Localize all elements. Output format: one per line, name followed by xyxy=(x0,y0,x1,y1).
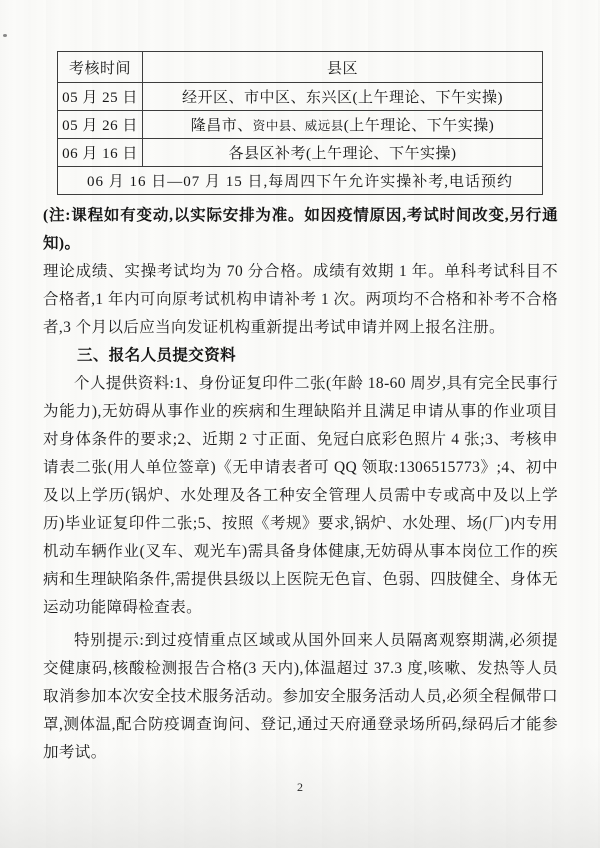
scan-artifact-dot xyxy=(3,34,7,37)
header-district: 县区 xyxy=(143,52,543,83)
exam-date: 05 月 25 日 xyxy=(58,83,143,111)
exam-schedule-table xyxy=(57,51,543,195)
table-header-row xyxy=(58,52,543,83)
passing-rules-paragraph: 理论成绩、实操考试均为 70 分合格。成绩有效期 1 年。单科考试科目不合格者,1 年内可向原考试机构申请补考 1 次。两项均不合格和补考不合格者,3 个月以后应当向发证机构重新提出考试申请并网上报名注册。 xyxy=(43,263,558,336)
section-heading-materials: 三、报名人员提交资料 xyxy=(77,347,237,364)
materials-paragraph: 个人提供资料:1、身份证复印件二张(年龄 18-60 周岁,具有完全民事行为能力),无妨碍从事作业的疾病和生理缺陷并且满足申请从事的作业项目对身体条件的要求;2、近期 2 寸正面、免冠白底彩色照片 4 张;3、考核申请表二张(用人单位签章)《无申请表者可 QQ 领取:1306515773》;4、初中及以上学历(锅炉、水处理及各工种安全管理人员需中专或高中及以上学历)毕业证复印件二张;5、按照《考规》要求,锅炉、水处理、场(厂)内专用机动车辆作业(叉车、观光车)需具备身体健康,无妨碍从事本岗位工作的疾病和生理缺陷条件,需提供县级以上医院无色盲、色弱、四肢健全、身体无运动功能障碍检查表。 xyxy=(43,375,558,616)
table-row xyxy=(58,139,543,167)
makeup-exam-note: 06 月 16 日—07 月 15 日,每周四下午允许实操补考,电话预约 xyxy=(58,167,543,195)
exam-districts xyxy=(143,111,543,139)
exam-date: 05 月 26 日 xyxy=(58,111,143,139)
exam-date: 06 月 16 日 xyxy=(58,139,143,167)
page-number: 2 xyxy=(297,780,303,794)
district-text: (上午理论、下午实操) xyxy=(343,118,495,134)
table-row xyxy=(58,83,543,111)
document-body xyxy=(43,202,558,767)
table-footer-row xyxy=(58,167,543,195)
exam-districts: 经开区、市中区、东兴区(上午理论、下午实操) xyxy=(143,83,543,111)
exam-districts: 各县区补考(上午理论、下午实操) xyxy=(143,139,543,167)
district-text-small: 资中县、威远县 xyxy=(252,119,344,133)
district-text: 隆昌市、 xyxy=(190,118,253,134)
special-notice-paragraph: 特别提示:到过疫情重点区域或从国外回来人员隔离观察期满,必须提交健康码,核酸检测报告合格(3 天内),体温超过 37.3 度,咳嗽、发热等人员取消参加本次安全技术服务活动。参加安全服务活动人员,必须全程佩带口罩,测体温,配合防疫调查询问、登记,通过天府通登录场所码,绿码后才能参加考试。 xyxy=(43,632,558,761)
schedule-change-note: (注:课程如有变动,以实际安排为准。如因疫情原因,考试时间改变,另行通知)。 xyxy=(43,207,558,252)
header-exam-time: 考核时间 xyxy=(58,52,143,83)
table-row xyxy=(58,111,543,139)
